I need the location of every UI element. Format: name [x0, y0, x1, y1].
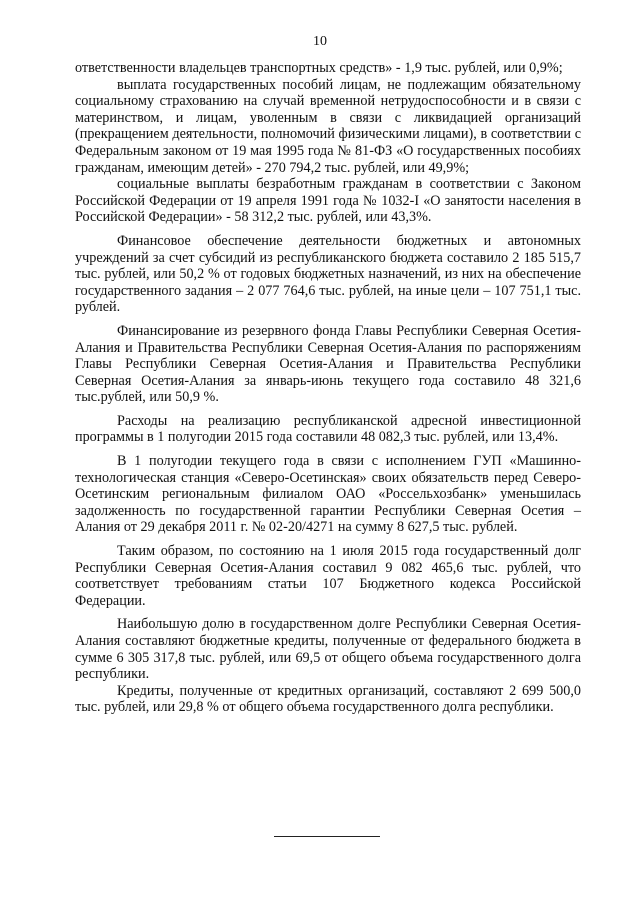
paragraph-budget-credits: Наибольшую долю в государственном долге Республики Северная Осетия-Алания составляют бюджетные кредиты, полученные от федерального бюджета в сумме 6 305 317,8 тыс. рублей, или 69,5 от общего объема государственного долга республики. — [75, 616, 581, 683]
paragraph-institution-funding: Финансовое обеспечение деятельности бюджетных и автономных учреждений за счет субсидий из республиканского бюджета составило 2 185 515,7 тыс. рублей, или 50,2 % от годовых бюджетных назначений, из них на обеспечение государственного задания – 2 077 764,6 тыс. рублей, на иные цели – 107 751,1 тыс. рублей. — [75, 232, 581, 316]
paragraph-state-benefits: выплата государственных пособий лицам, не подлежащим обязательному социальному страхованию на случай временной нетрудоспособности и в связи с материнством, и лицам, уволенным в связи с ликвидацией организаций (прекращением деятельности, полномочий физическими лицами), в соответствии с Федеральным законом от 19 мая 1995 года № 81-ФЗ «О государственных пособиях гражданам, имеющим детей» - 270 794,2 тыс. рублей, или 49,9%; — [75, 76, 581, 176]
paragraph-vehicle-liability: ответственности владельцев транспортных средств» - 1,9 тыс. рублей, или 0,9%; — [75, 60, 563, 76]
paragraph-investment-program: Расходы на реализацию республиканской адресной инвестиционной программы в 1 полугодии 2015 года составили 48 082,3 тыс. рублей, или 13,4%. — [75, 412, 581, 446]
page-number: 10 — [313, 34, 327, 49]
paragraph-guarantee-debt: В 1 полугодии текущего года в связи с исполнением ГУП «Машинно-технологическая станция «Северо-Осетинская» своих обязательств перед Северо-Осетинским региональным филиалом ОАО «Россельхозбанк» уменьшилась задолженность по государственной гарантии Республики Северная Осетия – Алания от 29 декабря 2011 г. № 02-20/4271 на сумму 8 627,5 тыс. рублей. — [75, 453, 581, 536]
paragraph-bank-credits: Кредиты, полученные от кредитных организаций, составляют 2 699 500,0 тыс. рублей, или 29,8 % от общего объема государственного долга республики. — [75, 682, 581, 716]
end-separator-line — [274, 836, 380, 837]
paragraph-reserve-fund: Финансирование из резервного фонда Главы Республики Северная Осетия-Алания и Правительства Республики Северная Осетия-Алания по распоряжениям Главы Республики Северная Осетия-Алания и Правительства Республики Северная Осетия-Алания за январь-июнь текущего года составило 48 321,6 тыс.рублей, или 50,9 %. — [75, 322, 581, 406]
document-body — [75, 60, 581, 716]
paragraph-state-debt: Таким образом, по состоянию на 1 июля 2015 года государственный долг Республики Северная Осетия-Алания составил 9 082 465,6 тыс. рублей, что соответствует требованиям статьи 107 Бюджетного кодекса Российской Федерации. — [75, 543, 581, 609]
paragraph-unemployment-payments: социальные выплаты безработным гражданам в соответствии с Законом Российской Федерации от 19 апреля 1991 года № 1032-I «О занятости населения в Российской Федерации» - 58 312,2 тыс. рублей, или 43,3%. — [75, 176, 581, 226]
